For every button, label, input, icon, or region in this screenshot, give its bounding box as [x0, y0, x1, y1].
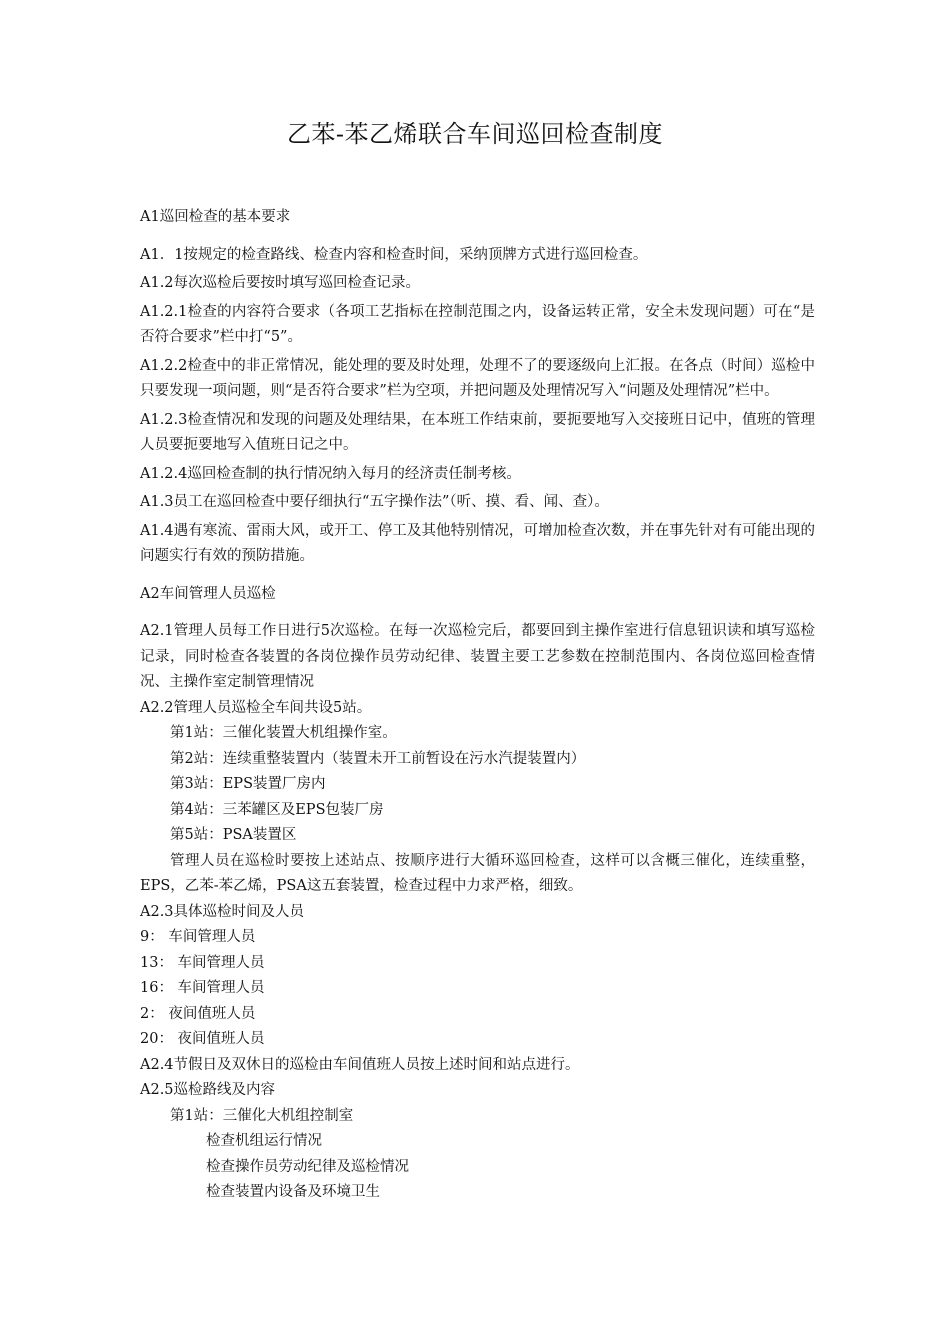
route-station: 第1站：三催化大机组控制室 — [170, 1107, 354, 1124]
paragraph-a1-2-4: A1.2.4巡回检查制的执行情况纳入每月的经济责任制考核。 — [140, 465, 521, 482]
schedule-item: 20： 夜间值班人员 — [140, 1031, 265, 1047]
paragraph-a1-2-3: A1.2.3检查情况和发现的问题及处理结果，在本班工作结束前，要扼要地写入交接班日记中，值班的管理人员要扼要地写入值班日记之中。 — [140, 411, 815, 453]
schedule-item: 2： 夜间值班人员 — [140, 1005, 256, 1022]
section-heading-a1: A1巡回检查的基本要求 — [140, 209, 291, 225]
schedule-item: 13： 车间管理人员 — [140, 954, 265, 971]
schedule-item: 16： 车间管理人员 — [140, 980, 265, 996]
station-item: 第2站：连续重整装置内（装置未开工前暂设在污水汽提装置内） — [170, 750, 586, 767]
paragraph-a1-2-1: A1.2.1检查的内容符合要求（各项工艺指标在控制范围之内，设备运转正常，安全未发现问题）可在“是否符合要求”栏中打“5”。 — [140, 303, 815, 345]
paragraph-a2-2: A2.2管理人员巡检全车间共设5站。 — [140, 699, 372, 716]
station-item: 第5站：PSA装置区 — [170, 827, 297, 843]
paragraph-a1-2-2: A1.2.2检查中的非正常情况，能处理的要及时处理，处理不了的要逐级向上汇报。在各点（时间）巡检中只要发现一项问题，则“是否符合要求”栏为空项，并把问题及处理情况写入“问题及处理情况”栏中。 — [140, 357, 815, 399]
station-item: 第4站：三苯罐区及EPS包装厂房 — [170, 801, 384, 818]
paragraph-a1-3: A1.3员工在巡回检查中要仔细执行“五字操作法”（听、摸、看、闻、查）。 — [140, 494, 609, 510]
paragraph-a1-1: A1．1按规定的检查路线、检查内容和检查时间，采纳顶牌方式进行巡回检查。 — [140, 246, 648, 263]
paragraph-a1-2: A1.2每次巡检后要按时填写巡回检查记录。 — [140, 275, 421, 291]
station-item: 第1站：三催化装置大机组操作室。 — [170, 725, 397, 741]
schedule-item: 9： 车间管理人员 — [140, 929, 256, 945]
paragraph-a1-4: A1.4遇有寒流、雷雨大风，或开工、停工及其他特别情况，可增加检查次数，并在事先针对有可能出现的问题实行有效的预防措施。 — [140, 522, 815, 564]
route-item: 检查装置内设备及环境卫生 — [206, 1184, 380, 1200]
paragraph-a2-1: A2.1管理人员每工作日进行5次巡检。在每一次巡检完后，都要回到主操作室进行信息钮识读和填写巡检记录，同时检查各装置的各岗位操作员劳动纪律、装置主要工艺参数在控制范围内、各岗位巡回检查情况、主操作室定制管理情况 — [140, 623, 815, 690]
station-item: 第3站：EPS装置厂房内 — [170, 776, 326, 792]
document-body — [140, 205, 815, 1206]
paragraph-a2-5: A2.5巡检路线及内容 — [140, 1082, 276, 1098]
paragraph-a2-route-summary: 管理人员在巡检时要按上述站点、按顺序进行大循环巡回检查，这样可以含概三催化，连续重整，EPS，乙苯-苯乙烯，PSA这五套装置，检查过程中力求严格，细致。 — [140, 852, 815, 894]
route-item: 检查操作员劳动纪律及巡检情况 — [206, 1158, 409, 1175]
paragraph-a2-3: A2.3具体巡检时间及人员 — [140, 903, 305, 920]
section-heading-a2: A2车间管理人员巡检 — [140, 585, 276, 602]
paragraph-a2-4: A2.4节假日及双休日的巡检由车间值班人员按上述时间和站点进行。 — [140, 1056, 580, 1073]
route-item: 检查机组运行情况 — [206, 1133, 322, 1149]
document-title: 乙苯-苯乙烯联合车间巡回检查制度 — [286, 120, 664, 148]
